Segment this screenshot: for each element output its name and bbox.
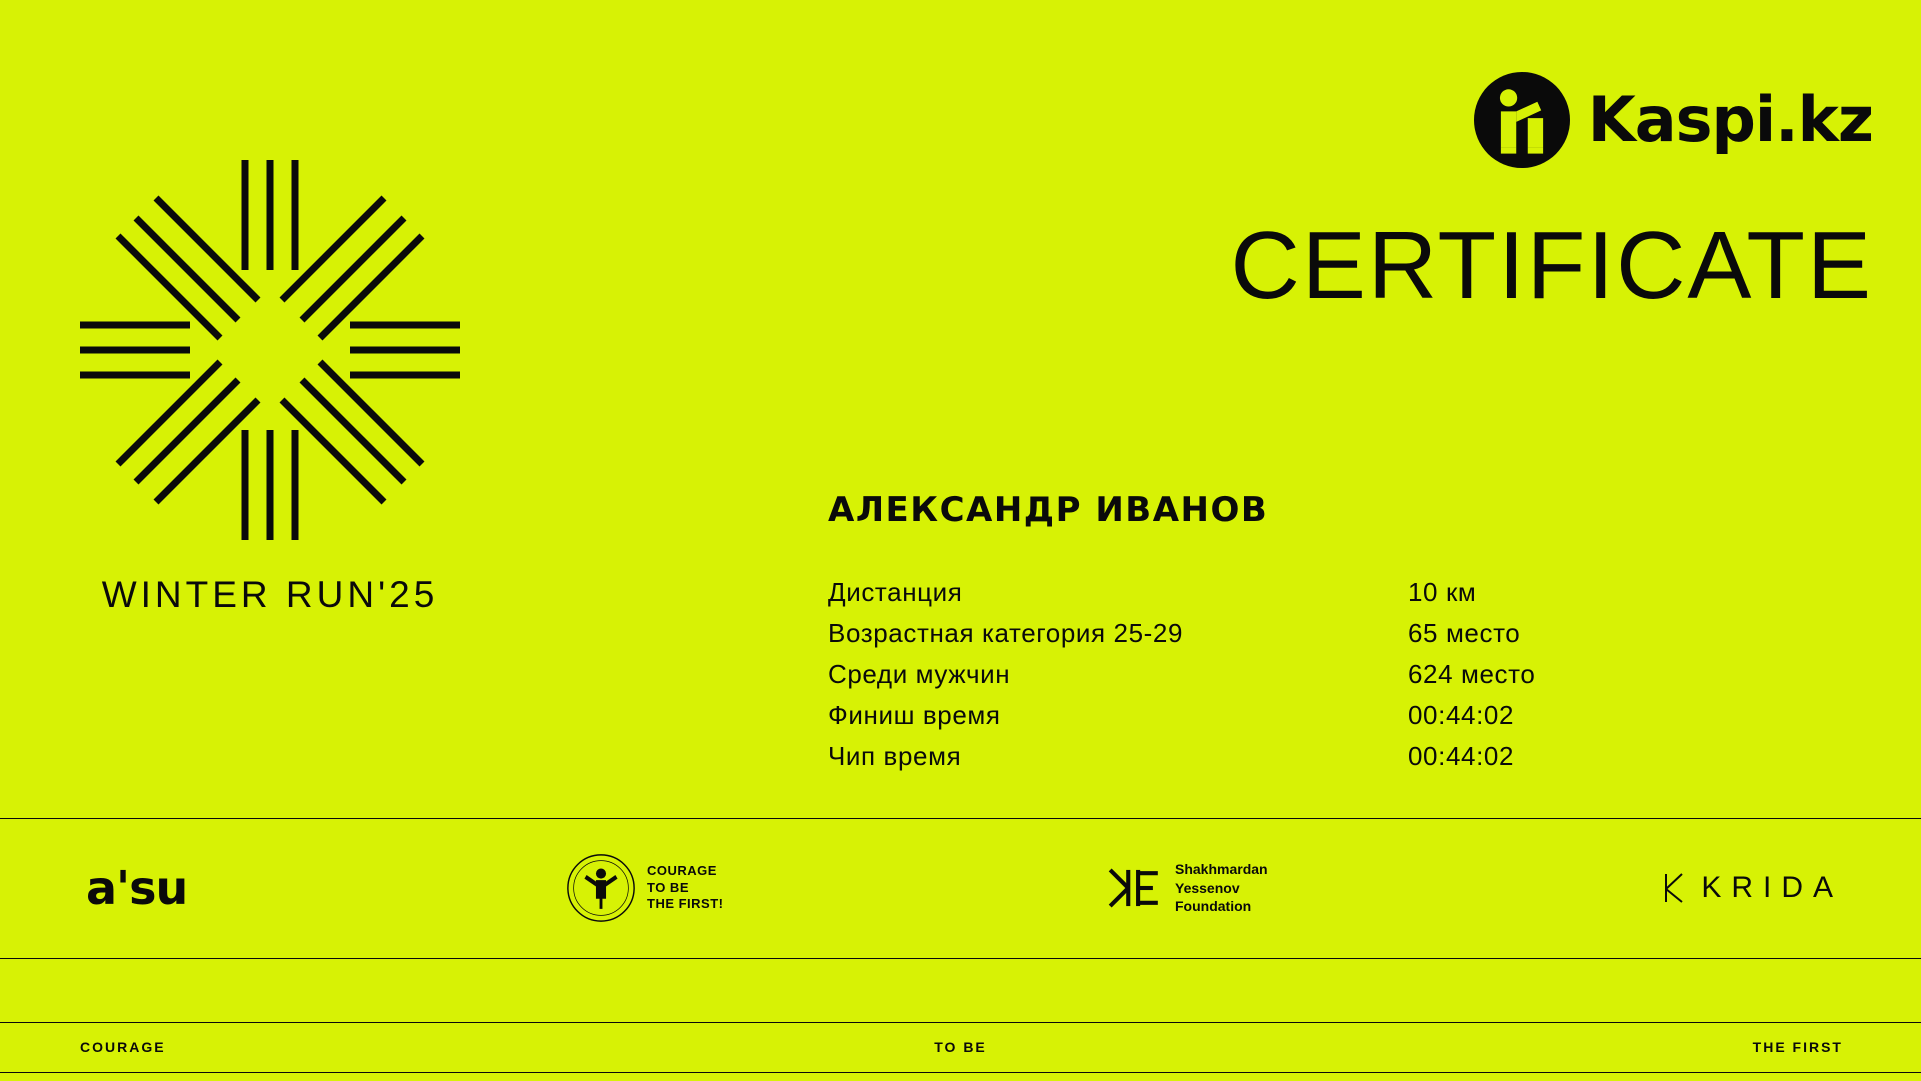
detail-value: 00:44:02 — [1408, 741, 1515, 772]
detail-row — [828, 695, 1868, 736]
detail-value: 10 км — [1408, 577, 1477, 607]
courage-line-2: TO BE — [647, 879, 689, 895]
sponsor-asu — [86, 861, 187, 915]
event-emblem-block — [60, 150, 480, 616]
detail-row — [828, 654, 1868, 695]
result-details — [828, 490, 1868, 777]
footer-center: TO BE — [934, 1039, 987, 1055]
sponsor-krida — [1663, 871, 1843, 905]
courage-text — [647, 863, 724, 913]
detail-row — [828, 572, 1868, 613]
recipient-name: АЛЕКСАНДР ИВАНОВ — [828, 490, 1269, 530]
detail-value: 65 место — [1408, 618, 1521, 649]
divider-mid — [0, 958, 1921, 959]
courage-line-3: THE FIRST! — [647, 896, 724, 912]
detail-value: 624 место — [1408, 659, 1536, 690]
yessenov-line-1: Shakhmardan — [1175, 860, 1268, 877]
kaspi-logo — [1474, 72, 1873, 168]
detail-label: Дистанция — [828, 577, 963, 607]
page-title: CERTIFICATE — [1230, 212, 1873, 319]
kaspi-person-icon — [1474, 72, 1570, 168]
sponsor-courage — [565, 852, 724, 924]
detail-row — [828, 613, 1868, 654]
event-caption: WINTER RUN'25 — [101, 574, 439, 615]
kaspi-wordmark: Kaspi.kz — [1587, 83, 1873, 156]
sponsor-yessenov — [1105, 860, 1268, 917]
divider-footer-bottom — [0, 1072, 1921, 1073]
detail-value: 00:44:02 — [1408, 700, 1515, 731]
sponsor-strip — [0, 818, 1921, 958]
footer-right: THE FIRST — [1752, 1039, 1843, 1055]
footer-left: COURAGE — [80, 1039, 166, 1055]
yessenov-text — [1175, 860, 1268, 917]
detail-label: Среди мужчин — [828, 659, 1011, 690]
yessenov-monogram-icon — [1105, 865, 1163, 911]
courage-line-1: COURAGE — [647, 863, 717, 879]
detail-row — [828, 736, 1868, 777]
footer-tagline — [0, 1022, 1921, 1072]
courage-figure-icon — [565, 852, 637, 924]
detail-label: Финиш время — [828, 700, 1001, 731]
yessenov-line-3: Foundation — [1175, 898, 1252, 915]
yessenov-line-2: Yessenov — [1175, 879, 1240, 896]
detail-label: Возрастная категория 25-29 — [828, 618, 1184, 649]
krida-k-icon — [1663, 873, 1685, 903]
winter-run-starburst-icon — [70, 150, 470, 550]
krida-wordmark: KRIDA — [1701, 871, 1843, 904]
detail-label: Чип время — [828, 741, 962, 772]
asu-wordmark: a'su — [86, 861, 188, 915]
